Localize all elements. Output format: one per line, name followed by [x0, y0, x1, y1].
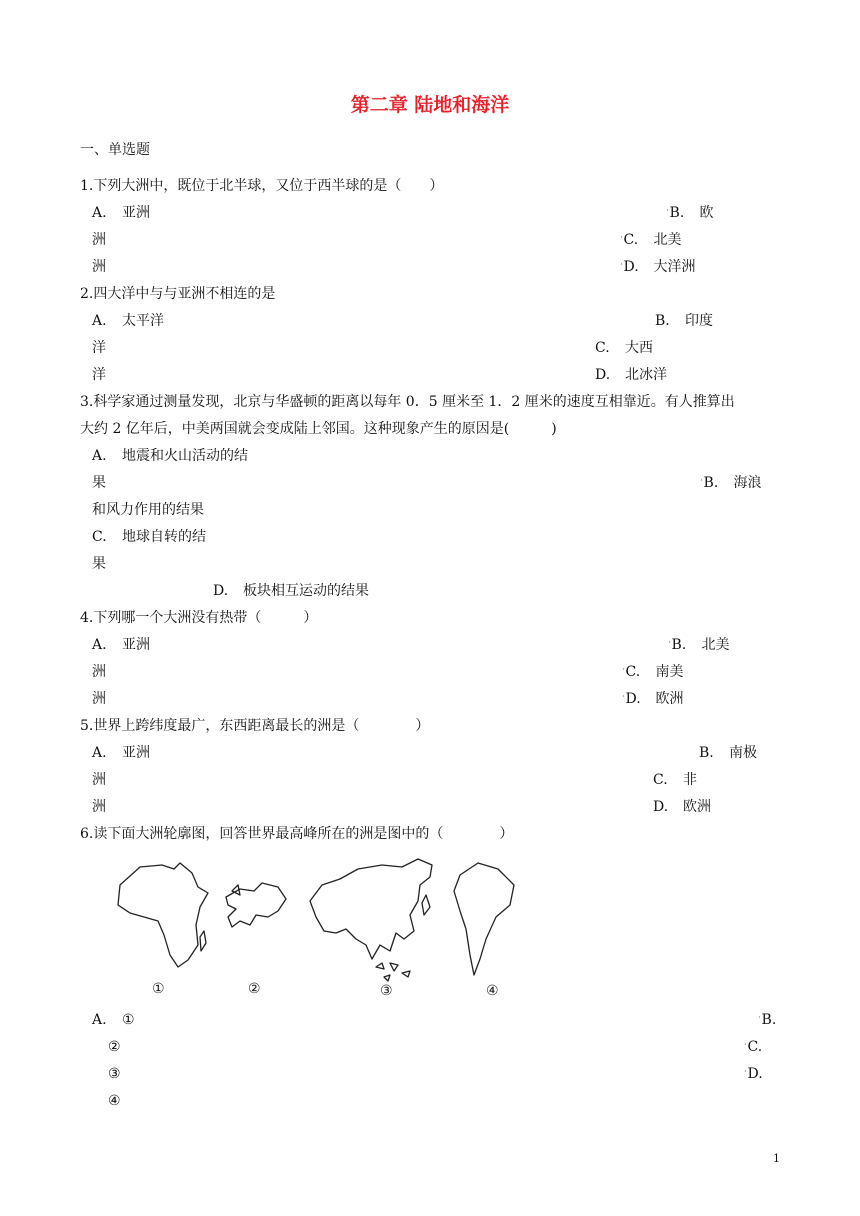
- question-5-stem: 5.世界上跨纬度最广，东西距离最长的洲是（ ）: [80, 718, 430, 734]
- option-marker-icon: ʻ: [620, 235, 623, 244]
- figure-label-1: ①: [152, 981, 165, 997]
- africa-outline: [118, 863, 208, 967]
- question-6-stem: 6.读下面大洲轮廓图，回答世界最高峰所在的洲是图中的（ ）: [80, 826, 514, 842]
- q3-option-a: A. 地震和火山活动的结: [92, 448, 248, 464]
- europe-outline: [226, 883, 286, 927]
- q4-option-a: A. 亚洲: [92, 637, 150, 653]
- q6-option-d: $^ʻ$D.: [744, 1066, 763, 1082]
- q5-option-a-continued: 洲: [92, 772, 106, 788]
- option-marker-icon: ʻ: [744, 1042, 747, 1051]
- q3-option-c: C. 地球自转的结: [92, 529, 206, 545]
- q2-option-b-continued: 洋: [92, 340, 106, 356]
- section-heading: 一、单选题: [80, 142, 150, 158]
- q2-option-c-continued: 洋: [92, 367, 106, 383]
- question-3-stem-line-1: 3.科学家通过测量发现，北京与华盛顿的距离以每年 0．5 厘米至 1．2 厘米的速度互相靠近。有人推算出: [80, 394, 735, 410]
- option-marker-icon: ʻ: [668, 640, 671, 649]
- option-marker-icon: ʻ: [666, 208, 669, 217]
- page-number: 1: [773, 1152, 780, 1165]
- q2-option-d: D. 北冰洋: [595, 367, 667, 383]
- q4-option-c: $^ʻ$C. 南美: [622, 664, 684, 680]
- q4-option-c-continued: 洲: [92, 691, 106, 707]
- figure-label-4: ④: [486, 983, 499, 999]
- q5-option-c-continued: 洲: [92, 799, 106, 815]
- q4-option-d: $^ʻ$D. 欧洲: [622, 691, 684, 707]
- archipelago-outline: [376, 963, 410, 981]
- q1-option-c-continued: 洲: [92, 259, 106, 275]
- q3-option-d: D. 板块相互运动的结果: [213, 583, 369, 599]
- q2-option-a: A. 太平洋: [92, 313, 164, 329]
- option-marker-icon: ʻ: [620, 262, 623, 271]
- option-marker-icon: ʻ: [758, 1015, 761, 1024]
- asia-outline: [310, 859, 432, 959]
- q4-option-b: $^ʻ$B. 北美: [668, 637, 730, 653]
- q6-option-a: A. ①: [92, 1012, 135, 1028]
- question-4-stem: 4.下列哪一个大洲没有热带（ ）: [80, 610, 318, 626]
- south-america-outline: [454, 863, 514, 975]
- q5-option-d: D. 欧洲: [653, 799, 711, 815]
- q3-option-b: $^ʻ$B. 海浪: [700, 475, 762, 491]
- q6-option-c: $^ʻ$C.: [744, 1039, 763, 1055]
- q1-option-c: $^ʻ$C. 北美: [620, 232, 682, 248]
- q2-option-b: B. 印度: [655, 313, 713, 329]
- option-marker-icon: ʻ: [622, 667, 625, 676]
- japan-outline: [422, 895, 430, 915]
- q2-option-c: C. 大西: [595, 340, 653, 356]
- question-1-stem: 1.下列大洲中，既位于北半球，又位于西半球的是（ ）: [80, 178, 444, 194]
- madagascar-outline: [200, 931, 206, 951]
- option-marker-icon: ʻ: [700, 478, 703, 487]
- q6-option-c-text: ③: [108, 1066, 121, 1082]
- figure-label-3: ③: [380, 983, 393, 999]
- q6-option-d-text: ④: [108, 1093, 121, 1109]
- q3-option-a-continued: 果: [92, 475, 106, 491]
- q6-option-b: $^ʻ$B.: [758, 1012, 777, 1028]
- q5-option-c: C. 非: [653, 772, 697, 788]
- q1-option-a-continued: 洲: [92, 232, 106, 248]
- question-3-stem-line-2: 大约 2 亿年后，中美两国就会变成陆上邻国。这种现象产生的原因是( ): [80, 421, 557, 437]
- option-marker-icon: ʻ: [622, 694, 625, 703]
- q3-option-b-continued: 和风力作用的结果: [92, 502, 204, 518]
- q5-option-a: A. 亚洲: [92, 745, 150, 761]
- continent-outline-figure: [100, 855, 520, 1005]
- figure-label-2: ②: [248, 981, 261, 997]
- q3-option-c-continued: 果: [92, 556, 106, 572]
- q1-option-b: $^ʻ$B. 欧: [666, 205, 714, 221]
- q4-option-a-continued: 洲: [92, 664, 106, 680]
- q1-option-d: $^ʻ$D. 大洋洲: [620, 259, 696, 275]
- q1-option-a: A. 亚洲: [92, 205, 150, 221]
- q6-option-b-text: ②: [108, 1039, 121, 1055]
- q5-option-b: B. 南极: [699, 745, 757, 761]
- question-2-stem: 2.四大洋中与与亚洲不相连的是: [80, 286, 276, 302]
- option-marker-icon: ʻ: [744, 1069, 747, 1078]
- page-title: 第二章 陆地和海洋: [350, 94, 510, 116]
